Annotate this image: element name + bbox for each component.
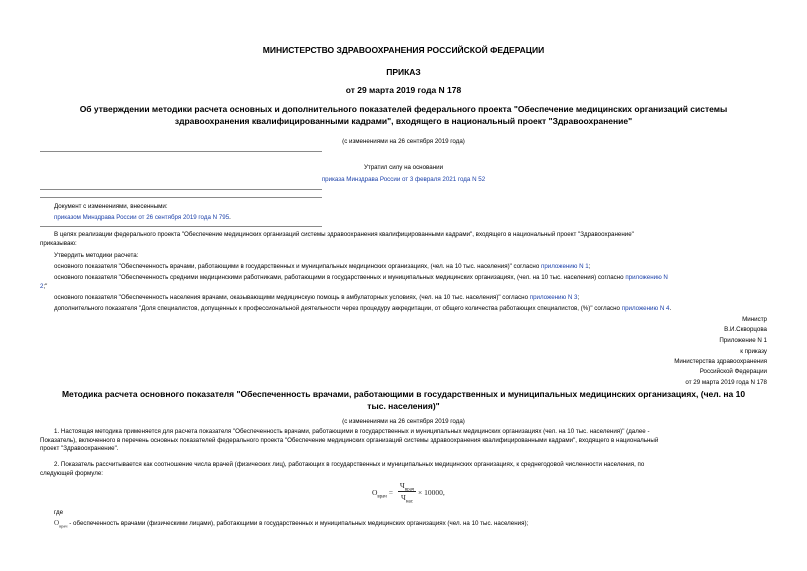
appendix-label: Приложение N 1 — [719, 337, 767, 344]
appendix-2-link[interactable]: приложению N — [625, 274, 668, 281]
divider — [40, 226, 322, 227]
invalid-notice-text: Утратил силу на основании — [363, 164, 444, 171]
list-item: основного показателя "Обеспеченность врачами, работающими в государственных и муниципальных медицинских организациях, (чел. на 10 тыс. населения)" согласно приложению N 1; — [54, 263, 591, 270]
list-item: дополнительного показателя "Доля специалистов, допущенных к профессиональной деятельности через процедуру аккредитации, от общего количества работающих специалистов, (%)" согласно приложению N 4. — [54, 305, 672, 312]
divider — [40, 151, 322, 152]
amendment-note: (с изменениями на 26 сентября 2019 года) — [342, 138, 465, 145]
approve-text: Утвердить методики расчета: — [54, 252, 139, 259]
appendix-4-link[interactable]: приложению N 4 — [621, 305, 670, 312]
changes-doc-text: Документ с изменениями, внесенными: — [54, 203, 168, 210]
paragraph-1-cont: Показатель), включенного в перечень основных показателей федерального проекта "Обеспечение медицинских организаций системы здравоохранения квалифицированными кадрами", входящего в национальный проект "Здравоохранение". — [40, 437, 659, 452]
invalid-notice-link-row — [0, 176, 807, 183]
appendix-3-link[interactable]: приложению N 3 — [529, 294, 578, 301]
order-date: от 29 марта 2019 года N 178 — [345, 85, 462, 95]
signature-role: Министр — [742, 316, 767, 323]
list-item-continuation: 2;" — [40, 283, 48, 290]
paragraph-1: 1. Настоящая методика применяется для расчета показателя "Обеспеченность врачами, работающими в государственных и муниципальных медицинских организациях (чел. на 10 тыс. населения)" (далее - — [54, 428, 650, 435]
changes-doc-link-row: приказом Минздрава России от 26 сентября 2019 года N 795. — [54, 214, 231, 221]
list-item: основного показателя "Обеспеченность средними медицинскими работниками, работающими в государственных и муниципальных медицинских организациях, (чел. на 10 тыс. населения) согласно приложению N — [54, 274, 668, 281]
intro-command: приказываю: — [40, 240, 77, 247]
where-label: где — [54, 509, 64, 516]
appendix-1-link[interactable]: приложению N 1 — [541, 263, 589, 270]
definition-row: $О_{врач}$ - обеспеченность врачами (физическими лицами), работающими в государственных и муниципальных медицинских организациях (чел. на 10 тыс. населения); — [54, 519, 529, 529]
method-title-line1: Методика расчета основного показателя "Обеспеченность врачами, работающими в государственных и муниципальных медицинских организациях, (чел. на 10 — [61, 389, 746, 399]
method-title-line2: тыс. населения)" — [367, 401, 440, 411]
paragraph-2: 2. Показатель рассчитывается как соотношение числа врачей (физических лиц), работающих в государственных и муниципальных медицинских организациях, к среднегодовой численности населения, по — [54, 461, 645, 468]
invalid-order-link[interactable]: приказа Минздрава России от 3 февраля 2021 года N 52 — [321, 176, 486, 183]
appendix-country: Российской Федерации — [699, 368, 767, 375]
fraction-bar — [398, 491, 416, 492]
order-title-line2: здравоохранения квалифицированными кадрами", входящего в национальный проект "Здравоохранение" — [174, 116, 633, 126]
method-amendment-note: (с изменениями на 26 сентября 2019 года) — [342, 418, 465, 425]
appendix-2-link-cont[interactable]: 2 — [40, 283, 44, 290]
paragraph-2-cont: следующей формуле: — [40, 470, 104, 477]
order-heading: ПРИКАЗ — [386, 67, 421, 77]
signature-name: В.И.Скворцова — [724, 326, 767, 333]
divider — [40, 197, 322, 198]
appendix-to-order: к приказу — [740, 348, 767, 355]
intro-text: В целях реализации федерального проекта "Обеспечение медицинских организаций системы здравоохранения квалифицированными кадрами", входящего в национальный проект "Здравоохранение" — [54, 231, 634, 238]
changes-order-link[interactable]: приказом Минздрава России от 26 сентября 2019 года N 795 — [54, 214, 230, 221]
divider — [40, 189, 322, 190]
appendix-date: от 29 марта 2019 года N 178 — [685, 379, 767, 386]
appendix-ministry: Министерства здравоохранения — [674, 358, 767, 365]
order-title-line1: Об утверждении методики расчета основных и дополнительного показателей федерального проекта "Обеспечение медицинских организаций системы — [79, 104, 728, 114]
ministry-heading: МИНИСТЕРСТВО ЗДРАВООХРАНЕНИЯ РОССИЙСКОЙ ФЕДЕРАЦИИ — [262, 45, 545, 55]
list-item: основного показателя "Обеспеченность населения врачами, оказывающими медицинскую помощь в амбулаторных условиях, (чел. на 10 тыс. населения)" согласно приложению N 3; — [54, 294, 580, 301]
